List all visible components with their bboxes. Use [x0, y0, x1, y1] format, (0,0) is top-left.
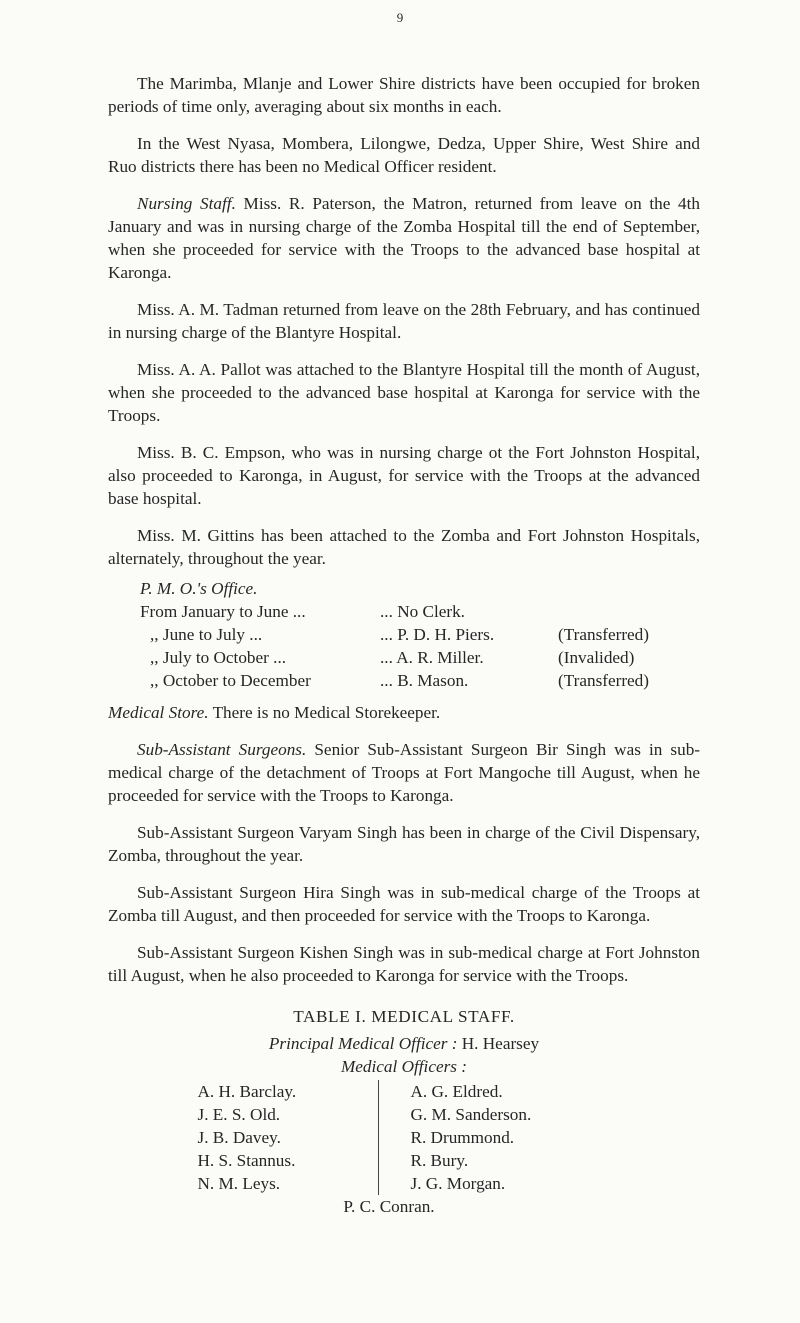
paragraph-nursing-empson: Miss. B. C. Empson, who was in nursing charge ot the Fort Johnston Hospital, also proceeded to Karonga, in August, for service with the Troops at the advanced base hospital. — [108, 443, 700, 508]
nursing-staff-heading: Nursing Staff. — [137, 194, 236, 213]
officer-name: J. B. Davey. — [197, 1128, 281, 1147]
office-period: From January to June ... — [140, 602, 306, 621]
pmo-office-list — [140, 600, 700, 692]
table-title: TABLE I. MEDICAL STAFF. — [293, 1007, 515, 1026]
office-status: (Transferred) — [558, 671, 649, 690]
office-status — [558, 600, 698, 623]
principal-medical-officer — [108, 1032, 700, 1055]
paragraph-subassistant-kishen-singh: Sub-Assistant Surgeon Kishen Singh was in sub-medical charge at Fort Johnston till August, when he also proceeded to Karonga for service with the Troops. — [108, 943, 700, 985]
officer-name: A. H. Barclay. — [197, 1082, 297, 1101]
office-status: (Invalided) — [558, 648, 635, 667]
officer-name: J. E. S. Old. — [197, 1105, 281, 1124]
officer-name-footer: P. C. Conran. — [343, 1197, 435, 1216]
officer-name: N. M. Leys. — [197, 1174, 281, 1193]
paragraph-medical-store — [108, 701, 700, 724]
officer-name: A. G. Eldred. — [410, 1082, 503, 1101]
medical-officers-label: Medical Officers : — [340, 1057, 467, 1076]
paragraph-districts-occupied: The Marimba, Mlanje and Lower Shire districts have been occupied for broken periods of time only, averaging about six months in each. — [108, 74, 700, 116]
paragraph-subassistant-varyam-singh: Sub-Assistant Surgeon Varyam Singh has been in charge of the Civil Dispensary, Zomba, throughout the year. — [108, 823, 700, 865]
sub-assistant-bir-singh-text: Senior Sub-Assistant Surgeon Bir Singh was in sub-medical charge of the detachment of Troops at Fort Mangoche till August, when he proceeded for service with the Troops to Karonga. — [108, 740, 701, 805]
officer-name: R. Drummond. — [410, 1128, 515, 1147]
office-clerk: ... B. Mason. — [380, 671, 469, 690]
medical-officers-table — [108, 1080, 700, 1195]
document-body — [108, 72, 700, 1218]
sub-assistant-heading: Sub-Assistant Surgeons. — [137, 740, 307, 759]
office-clerk: ... P. D. H. Piers. — [380, 625, 495, 644]
officer-name: J. G. Morgan. — [410, 1174, 506, 1193]
office-period: ,, July to October ... — [150, 648, 287, 667]
office-clerk: ... A. R. Miller. — [380, 648, 484, 667]
paragraph-subassistant-hira-singh: Sub-Assistant Surgeon Hira Singh was in sub-medical charge of the Troops at Zomba till August, and then proceeded for service with the Troops to Karonga. — [108, 883, 700, 925]
paragraph-subassistant-bir-singh — [108, 738, 700, 807]
office-row — [140, 646, 700, 669]
pmo-name: H. Hearsey — [461, 1034, 540, 1053]
paragraph-nursing-gittins: Miss. M. Gittins has been attached to the Zomba and Fort Johnston Hospitals, alternately, throughout the year. — [108, 526, 700, 568]
officer-name: G. M. Sanderson. — [410, 1105, 532, 1124]
office-status: (Transferred) — [558, 625, 649, 644]
officers-column-right — [379, 1080, 591, 1195]
paragraph-districts-vacant: In the West Nyasa, Mombera, Lilongwe, Dedza, Upper Shire, West Shire and Ruo districts there has been no Medical Officer resident. — [108, 134, 700, 176]
paragraph-nursing-paterson — [108, 192, 700, 284]
officer-name: R. Bury. — [410, 1151, 469, 1170]
officers-column-left — [198, 1080, 379, 1195]
pmo-label: Principal Medical Officer : — [268, 1034, 458, 1053]
medical-store-text: There is no Medical Storekeeper. — [212, 703, 441, 722]
paragraph-nursing-tadman: Miss. A. M. Tadman returned from leave on the 28th February, and has continued in nursing charge of the Blantyre Hospital. — [108, 300, 700, 342]
office-period: ,, October to December — [150, 671, 311, 690]
pmo-office-heading: P. M. O.'s Office. — [140, 579, 258, 598]
office-row — [140, 600, 700, 623]
paragraph-nursing-pallot: Miss. A. A. Pallot was attached to the Blantyre Hospital till the month of August, when she proceeded to the advanced base hospital at Karonga for service with the Troops. — [108, 360, 700, 425]
medical-store-heading: Medical Store. — [108, 703, 209, 722]
office-row — [140, 669, 700, 692]
page-number: 9 — [396, 10, 404, 25]
nursing-paterson-text: Miss. R. Paterson, the Matron, returned from leave on the 4th January and was in nursing charge of the Zomba Hospital till the end of September, when she proceeded for service with the Troops to the advanced base hospital at Karonga. — [108, 194, 701, 282]
officer-name: H. S. Stannus. — [197, 1151, 296, 1170]
office-row — [140, 623, 700, 646]
office-clerk: ... No Clerk. — [380, 602, 465, 621]
office-period: ,, June to July ... — [150, 625, 263, 644]
